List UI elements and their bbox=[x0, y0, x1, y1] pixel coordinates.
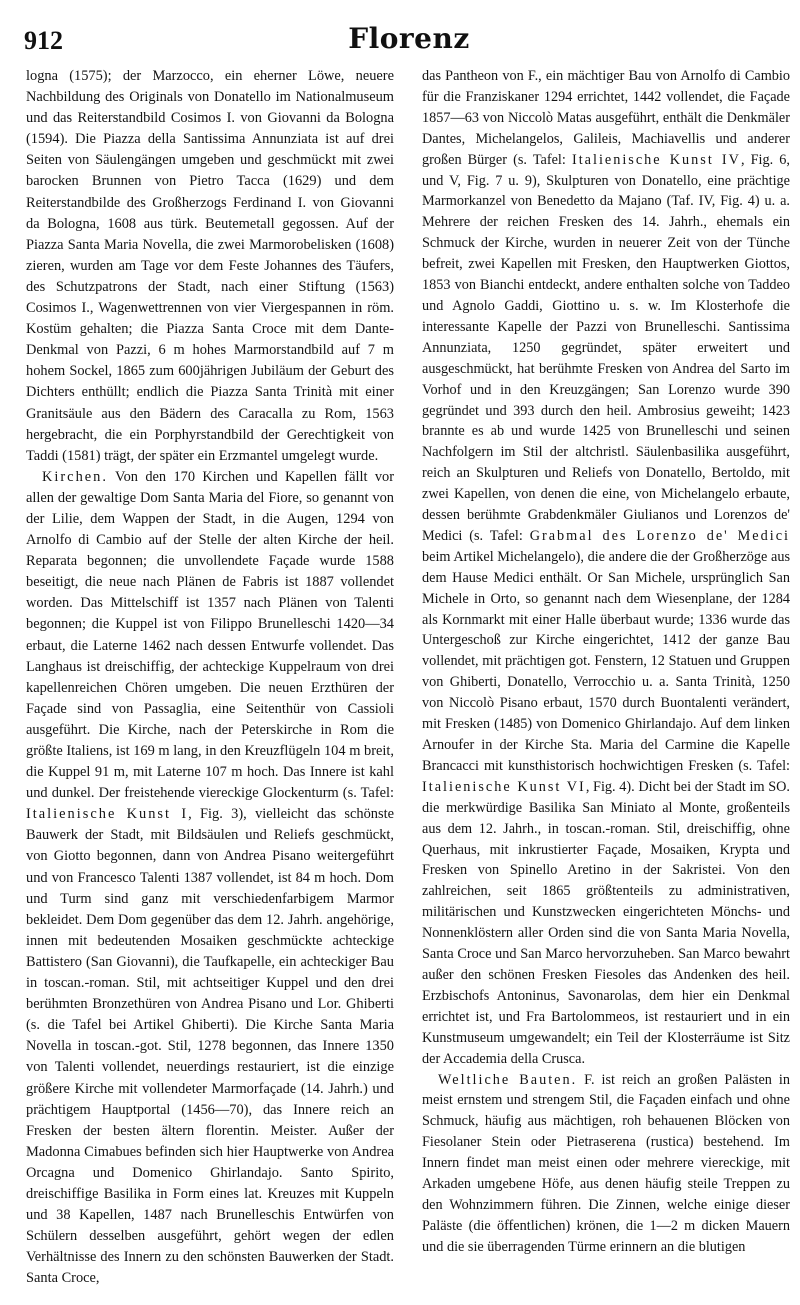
paragraph-text: logna (1575); der Marzocco, ein eherner Löwe, neuere Nachbildung des Originals von Donatello im Nationalmuseum und das Reiterstandbild Cosimos I. von Giovanni da Bologna (1594). Die Piazza della Santissima Annunziata ist auf drei Seiten von Säulengängen umgeben und geschmückt mit zwei barocken Brunnen von Pietro Tacca (1629) und dem Reiterstandbilde des Großherzogs Ferdinand I. von Giovanni da Bologna, 1608 aus türk. Beutemetall gegossen. Auf der Piazza Santa Maria Novella, die zwei Marmorobelisken (1608) zieren, wurden am Tage vor dem Feste Johannes des Täufers, des Schutzpatrons der Stadt, nach einer Stiftung (1563) Cosimos I., Wagenwettrennen von vier Viergespannen in röm. Kostüm gehalten; die Piazza Santa Croce mit dem Dante-Denkmal von Pazzi, 6 m hohes Marmorstandbild auf 7 m hohem Sockel, 1865 zum 600jährigen Jubiläum der Geburt des Dichters enthüllt; endlich die Piazza Santa Trinità mit einer Granitsäule aus den Bädern des Caracalla zu Rom, 1563 hergebracht, die ein Porphyrstandbild der Gerechtigkeit von Taddi (1581) trägt, der später ein Erzmantel umgelegt wurde. bbox=[26, 68, 394, 464]
plate-reference: Italienische Kunst VI bbox=[422, 778, 586, 795]
plate-reference: Italienische Kunst I bbox=[26, 806, 189, 823]
paragraph bbox=[422, 1070, 790, 1258]
paragraph-text: das Pantheon von F., ein mächtiger Bau von Arnolfo di Cambio für die Franziskaner 1294 errichtet, 1442 vollendet, die Façade 1857—63 von Niccolò Matas ausgeführt, enthält die Denkmäler Dantes, Michelangelos, Galileis, Machiavellis und anderer großen Bürger (s. Tafel: bbox=[422, 68, 790, 168]
paragraph-text: beim Artikel Michelangelo), die andere die der Großherzöge aus dem Hause Medici enthält. Or San Michele, ursprünglich San Michele in Orto, so genannt nach dem Wiesenplane, der 1284 als Kornmarkt mit einer Halle überbaut wurde; 1336 wurde das Untergeschoß zur Kirche eingerichtet, 1412 der ganze Bau vollendet, mit prächtigen got. Fenstern, 12 Statuen und Gruppen von Ghiberti, Donatello, Verrocchio u. a. Santa Trinità, 1250 von Niccolò Pisano erbaut, 1570 durch Buontalenti verändert, mit Fresken (1485) von Domenico Ghirlandajo. Auf dem linken Arnoufer in der Kirche Sta. Maria del Carmine die Kapelle Brancacci mit kunsthistorisch hochwichtigen Fresken (s. Tafel: bbox=[422, 548, 790, 774]
paragraph-text: , Fig. 3), vielleicht das schönste Bauwerk der Stadt, mit Bildsäulen und Reliefs geschmückt, von Giotto begonnen, dann von Andrea Pisano weitergeführt und von Francesco Talenti 1387 vollendet, ist 84 m hoch. Dom und Turm sind ganz mit verschiedenfarbigem Marmor bekleidet. Dem Dom gegenüber das dem 12. Jahrh. angehörige, innen mit bedeutenden Mosaiken geschmückte achteckige Battistero (San Giovanni), die Taufkapelle, ein achteckiger Bau in toscan.-roman. Stil, mit achtseitiger Kuppel und den drei berühmten Bronzethüren von Andrea Pisano und Lor. Ghiberti (s. die Tafel bei Artikel Ghiberti). Die Kirche Santa Maria Novella in toscan.-got. Stil, 1278 begonnen, das Innere 1350 von Talenti vollendet, neuerdings restauriert, ist die einzige größere Kirche mit vollendeter Marmorfaçade (14. Jahrh.) und prächtigem Hauptportal (1456—70), das Innere reich an Fresken der besten ältern florentin. Meister. Außer der Madonna Cimabues befinden sich hier Hauptwerke von Andrea Orcagna und Domenico Ghirlandajo. Santo Spirito, dreischiffige Basilika in Form eines lat. Kreuzes mit Kuppeln und 38 Kapellen, 1487 nach Brunelleschis Entwürfen von Schülern desselben ausgeführt, gehört wegen der edlen Verhältnisse des Innern zu den schönsten Bauwerken der Stadt. Santa Croce, bbox=[26, 806, 394, 1287]
running-title: Florenz bbox=[348, 22, 470, 55]
paragraph bbox=[422, 66, 790, 1070]
paragraph bbox=[26, 467, 394, 1290]
page-header bbox=[24, 20, 794, 60]
plate-reference: Italienische Kunst IV bbox=[571, 151, 741, 168]
book-page bbox=[24, 0, 794, 1305]
paragraph-text: , Fig. 6, und V, Fig. 7 u. 9), Skulpturen von Donatello, eine prächtige Marmorkanzel von Benedetto da Majano (Taf. IV, Fig. 4) u. a. Mehrere der reichen Fresken des 14. Jahrh., ehemals ein Schmuck der Kirche, wurden in neuerer Zeit von der Tünche befreit, zwei Kapellen mit Fresken, den Hauptwerken Giottos, 1853 von Bianchi entdeckt, andere enthalten solche von Taddeo und Agnolo Gaddi, Giottino u. s. w. Im Klosterhofe die interessante Kapelle der Pazzi von Brunelleschi. Santissima Annunziata, 1250 gegründet, später erweitert und ausgeschmückt, hat berühmte Fresken von Andrea del Sarto im Vorhof und in den Kreuzgängen; San Lorenzo wurde 390 gegründet und 393 durch den heil. Ambrosius geweiht; 1423 brannte es ab und wurde 1425 von Brunelleschi und seinen Nachfolgern im Stil der altchristl. Säulenbasilika ausgeführt, reich an Skulpturen und Reliefs von Donatello, Bertoldo, mit zwei Kapellen, von denen die eine, von Michelangelo erbaute, dessen berühmte Grabdenkmäler Giulianos und Lorenzos de' Medici (s. Tafel: bbox=[422, 151, 790, 544]
right-column bbox=[422, 66, 790, 1296]
paragraph bbox=[26, 66, 394, 467]
left-column bbox=[26, 66, 394, 1296]
paragraph-text: , Fig. 4). Dicht bei der Stadt im SO. die merkwürdige Basilika San Miniato al Monte, großenteils aus dem 12. Jahrh., in toscan.-roman. Stil, dreischiffig, ohne Querhaus, mit inkrustierter Façade, Mosaiken, Krypta und Fresken von Spinello Aretino in der Sakristei. Von den zahlreichen, seit 1865 größtenteils zu administrativen, militärischen und Kunstzwecken eingerichteten Mönchs- und Nonnenklöstern aller Orden sind die von Santa Maria Novella, Santa Croce und San Marco hervorzuheben. San Marco bewahrt außer den schönen Fresken Fiesoles das Andenken des heil. Erzbischofs Antoninus, Savonarolas, dem hier ein Denkmal errichtet ist, und Fra Bartolommeos, ist restauriert und in ein Kunstmuseum umgewandelt; ein Teil der Klosterräume ist Sitz der Accademia della Crusca. bbox=[422, 778, 790, 1067]
section-heading-kirchen: Kirchen. bbox=[42, 468, 108, 485]
section-heading-weltliche-bauten: Weltliche Bauten. bbox=[438, 1071, 578, 1088]
paragraph-text: Von den 170 Kirchen und Kapellen fällt vor allen der gewaltige Dom Santa Maria del Fiore, so genannt von der Lilie, dem Wappen der Stadt, in die Augen, 1294 von Arnolfo di Cambio auf der Stelle der alten Kirche der heil. Reparata begonnen; die unvollendete Façade wurde 1588 beseitigt, die neue nach Plänen de Fabris ist 1887 vollendet worden. Das Mittelschiff ist 1357 nach Plänen von Talenti begonnen; die Kuppel ist von Filippo Brunelleschi 1420—34 erbaut, die Laterne 1462 nach dessen Entwurfe vollendet. Das Langhaus ist dreischiffig, der achteckige Kuppelraum von drei kapellenreichen Chören umgeben. Die neuen Erzthüren der Façade sind von Passaglia, eine Seitenthür von Cassioli ausgeführt. Die Kirche, nach der Peterskirche in Rom die größte Italiens, ist 169 m lang, in den Kreuzflügeln 104 m breit, die Kuppel 91 m, mit Laterne 107 m hoch. Das Innere ist kahl und dunkel. Der freistehende viereckige Glockenturm (s. Tafel: bbox=[26, 468, 394, 802]
plate-reference: Grabmal des Lorenzo de' Medici bbox=[529, 527, 790, 544]
page-number: 912 bbox=[24, 26, 63, 55]
paragraph-text: F. ist reich an großen Palästen in meist ernstem und strengem Stil, die Façaden einfach und ohne Schmuck, häufig aus mächtigen, roh behauenen Blöcken von Fiesolaner Stein oder Pietraserena (rustica) bestehend. Im Innern findet man meist einen oder mehrere viereckige, mit Arkaden umgebene Höfe, aus denen häufig steile Treppen zu den Wohnzimmern führen. Die Zinnen, welche einige dieser Paläste (die öffentlichen) krönen, die 1—2 m dicken Mauern und die sie überragenden Türme erinnern an die blutigen bbox=[422, 1071, 790, 1255]
